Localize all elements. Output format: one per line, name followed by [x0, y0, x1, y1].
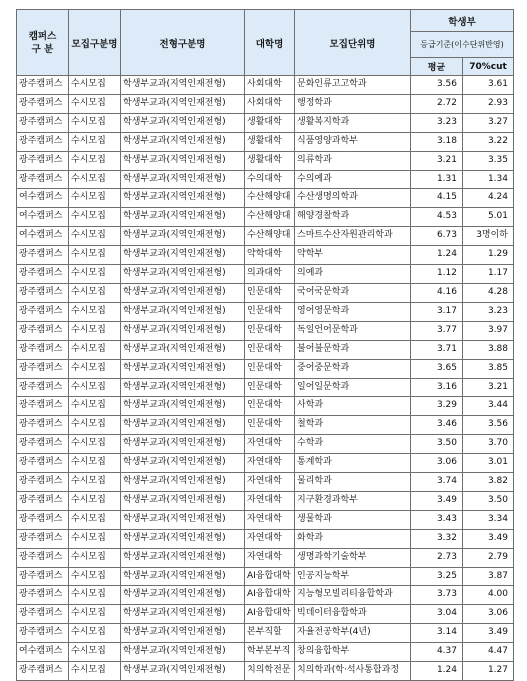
table-row — [17, 378, 514, 397]
cell-average: 3.71 — [411, 340, 463, 359]
cell-cut70: 4.28 — [463, 283, 514, 302]
cell-department: 철학과 — [295, 416, 411, 435]
cell-admission-type: 학생부교과(지역인재전형) — [121, 662, 245, 681]
cell-admission-type: 학생부교과(지역인재전형) — [121, 473, 245, 492]
cell-admission-type: 학생부교과(지역인재전형) — [121, 189, 245, 208]
cell-admission-type: 학생부교과(지역인재전형) — [121, 510, 245, 529]
table-row — [17, 397, 514, 416]
cell-recruit-type: 수시모집 — [69, 548, 121, 567]
cell-average: 4.37 — [411, 643, 463, 662]
cell-department: 지능형모빌리티융합학과 — [295, 586, 411, 605]
header-admission-type: 전형구분명 — [121, 10, 245, 76]
cell-college: 자연대학 — [245, 435, 295, 454]
cell-average: 3.77 — [411, 321, 463, 340]
header-average: 평균 — [411, 58, 463, 76]
cell-campus: 광주캠퍼스 — [17, 151, 69, 170]
cell-recruit-type: 수시모집 — [69, 208, 121, 227]
cell-college: 약학대학 — [245, 246, 295, 265]
table-row — [17, 359, 514, 378]
table-row — [17, 662, 514, 681]
header-grade-basis: 등급기준(이수단위반영) — [411, 32, 514, 58]
cell-campus: 광주캠퍼스 — [17, 378, 69, 397]
cell-cut70: 3.85 — [463, 359, 514, 378]
cell-campus: 광주캠퍼스 — [17, 302, 69, 321]
cell-campus: 여수캠퍼스 — [17, 227, 69, 246]
cell-college: 자연대학 — [245, 529, 295, 548]
table-body — [17, 76, 514, 681]
cell-campus: 광주캠퍼스 — [17, 605, 69, 624]
cell-college: 인문대학 — [245, 302, 295, 321]
cell-college: 인문대학 — [245, 359, 295, 378]
cell-college: 인문대학 — [245, 416, 295, 435]
cell-admission-type: 학생부교과(지역인재전형) — [121, 567, 245, 586]
cell-recruit-type: 수시모집 — [69, 302, 121, 321]
cell-college: 본부직할 — [245, 624, 295, 643]
cell-recruit-type: 수시모집 — [69, 189, 121, 208]
cell-average: 6.73 — [411, 227, 463, 246]
cell-average: 3.16 — [411, 378, 463, 397]
cell-cut70: 4.00 — [463, 586, 514, 605]
cell-admission-type: 학생부교과(지역인재전형) — [121, 170, 245, 189]
cell-recruit-type: 수시모집 — [69, 454, 121, 473]
header-record-group: 학생부 — [411, 10, 514, 32]
header-recruit-type: 모집구분명 — [69, 10, 121, 76]
cell-recruit-type: 수시모집 — [69, 491, 121, 510]
cell-admission-type: 학생부교과(지역인재전형) — [121, 227, 245, 246]
cell-cut70: 2.93 — [463, 94, 514, 113]
cell-average: 3.21 — [411, 151, 463, 170]
cell-college: 인문대학 — [245, 321, 295, 340]
admission-results-table — [16, 9, 514, 681]
table-row — [17, 246, 514, 265]
cell-cut70: 3.87 — [463, 567, 514, 586]
cell-department: 해양경찰학과 — [295, 208, 411, 227]
cell-campus: 광주캠퍼스 — [17, 567, 69, 586]
cell-department: 행정학과 — [295, 94, 411, 113]
cell-college: 자연대학 — [245, 491, 295, 510]
cell-recruit-type: 수시모집 — [69, 510, 121, 529]
cell-recruit-type: 수시모집 — [69, 132, 121, 151]
cell-average: 3.14 — [411, 624, 463, 643]
cell-college: 인문대학 — [245, 340, 295, 359]
cell-department: 생물학과 — [295, 510, 411, 529]
cell-admission-type: 학생부교과(지역인재전형) — [121, 283, 245, 302]
cell-average: 1.24 — [411, 662, 463, 681]
cell-admission-type: 학생부교과(지역인재전형) — [121, 113, 245, 132]
table-row — [17, 567, 514, 586]
cell-department: 영어영문학과 — [295, 302, 411, 321]
table-row — [17, 586, 514, 605]
cell-cut70: 1.29 — [463, 246, 514, 265]
cell-admission-type: 학생부교과(지역인재전형) — [121, 586, 245, 605]
cell-recruit-type: 수시모집 — [69, 416, 121, 435]
table-row — [17, 265, 514, 284]
cell-average: 3.50 — [411, 435, 463, 454]
cell-cut70: 3.44 — [463, 397, 514, 416]
cell-admission-type: 학생부교과(지역인재전형) — [121, 491, 245, 510]
table-row — [17, 170, 514, 189]
cell-average: 4.53 — [411, 208, 463, 227]
table-row — [17, 94, 514, 113]
cell-average: 3.17 — [411, 302, 463, 321]
cell-recruit-type: 수시모집 — [69, 76, 121, 95]
cell-cut70: 3.21 — [463, 378, 514, 397]
cell-admission-type: 학생부교과(지역인재전형) — [121, 378, 245, 397]
cell-college: 사회대학 — [245, 94, 295, 113]
cell-recruit-type: 수시모집 — [69, 435, 121, 454]
cell-college: 자연대학 — [245, 510, 295, 529]
cell-department: 의류학과 — [295, 151, 411, 170]
cell-campus: 광주캠퍼스 — [17, 473, 69, 492]
cell-average: 3.18 — [411, 132, 463, 151]
cell-admission-type: 학생부교과(지역인재전형) — [121, 76, 245, 95]
header-department: 모집단위명 — [295, 10, 411, 76]
cell-average: 3.43 — [411, 510, 463, 529]
cell-college: 의과대학 — [245, 265, 295, 284]
cell-average: 3.65 — [411, 359, 463, 378]
cell-department: 물리학과 — [295, 473, 411, 492]
cell-campus: 광주캠퍼스 — [17, 113, 69, 132]
cell-campus: 광주캠퍼스 — [17, 321, 69, 340]
cell-average: 3.74 — [411, 473, 463, 492]
cell-college: 수산해양대 — [245, 227, 295, 246]
cell-department: 문화인류고고학과 — [295, 76, 411, 95]
cell-admission-type: 학생부교과(지역인재전형) — [121, 605, 245, 624]
cell-campus: 광주캠퍼스 — [17, 435, 69, 454]
cell-department: 자율전공학부(4년) — [295, 624, 411, 643]
cell-cut70: 3.50 — [463, 491, 514, 510]
cell-department: 수의예과 — [295, 170, 411, 189]
cell-college: AI융합대학 — [245, 605, 295, 624]
cell-recruit-type: 수시모집 — [69, 227, 121, 246]
cell-recruit-type: 수시모집 — [69, 283, 121, 302]
cell-campus: 광주캠퍼스 — [17, 624, 69, 643]
cell-average: 4.16 — [411, 283, 463, 302]
cell-campus: 광주캠퍼스 — [17, 132, 69, 151]
cell-department: 수학과 — [295, 435, 411, 454]
cell-department: 창의융합학부 — [295, 643, 411, 662]
table-row — [17, 473, 514, 492]
header-cut70: 70%cut — [463, 58, 514, 76]
cell-campus: 광주캠퍼스 — [17, 94, 69, 113]
cell-college: AI융합대학 — [245, 586, 295, 605]
cell-campus: 광주캠퍼스 — [17, 76, 69, 95]
cell-cut70: 3.82 — [463, 473, 514, 492]
cell-department: 통계학과 — [295, 454, 411, 473]
cell-recruit-type: 수시모집 — [69, 397, 121, 416]
cell-cut70: 3.23 — [463, 302, 514, 321]
cell-average: 3.32 — [411, 529, 463, 548]
cell-campus: 광주캠퍼스 — [17, 416, 69, 435]
cell-average: 3.25 — [411, 567, 463, 586]
table-row — [17, 510, 514, 529]
cell-average: 3.56 — [411, 76, 463, 95]
cell-college: 수산해양대 — [245, 189, 295, 208]
cell-department: 일어일문학과 — [295, 378, 411, 397]
cell-college: 자연대학 — [245, 473, 295, 492]
cell-recruit-type: 수시모집 — [69, 378, 121, 397]
cell-college: 수산해양대 — [245, 208, 295, 227]
cell-average: 3.06 — [411, 454, 463, 473]
cell-average: 3.23 — [411, 113, 463, 132]
table-row — [17, 227, 514, 246]
cell-admission-type: 학생부교과(지역인재전형) — [121, 94, 245, 113]
cell-campus: 광주캠퍼스 — [17, 359, 69, 378]
cell-campus: 여수캠퍼스 — [17, 643, 69, 662]
cell-admission-type: 학생부교과(지역인재전형) — [121, 397, 245, 416]
cell-campus: 광주캠퍼스 — [17, 529, 69, 548]
cell-recruit-type: 수시모집 — [69, 586, 121, 605]
cell-college: 치의학전문 — [245, 662, 295, 681]
table-row — [17, 454, 514, 473]
cell-recruit-type: 수시모집 — [69, 567, 121, 586]
cell-average: 3.04 — [411, 605, 463, 624]
table-row — [17, 321, 514, 340]
cell-recruit-type: 수시모집 — [69, 643, 121, 662]
cell-recruit-type: 수시모집 — [69, 321, 121, 340]
cell-college: 자연대학 — [245, 548, 295, 567]
cell-recruit-type: 수시모집 — [69, 662, 121, 681]
table-row — [17, 132, 514, 151]
table-row — [17, 605, 514, 624]
cell-admission-type: 학생부교과(지역인재전형) — [121, 643, 245, 662]
cell-department: 독일언어문학과 — [295, 321, 411, 340]
cell-cut70: 1.17 — [463, 265, 514, 284]
cell-department: 의예과 — [295, 265, 411, 284]
cell-admission-type: 학생부교과(지역인재전형) — [121, 359, 245, 378]
cell-recruit-type: 수시모집 — [69, 151, 121, 170]
cell-average: 1.24 — [411, 246, 463, 265]
cell-cut70: 3.97 — [463, 321, 514, 340]
header-college: 대학명 — [245, 10, 295, 76]
cell-admission-type: 학생부교과(지역인재전형) — [121, 624, 245, 643]
cell-cut70: 5.01 — [463, 208, 514, 227]
cell-department: 식품영양과학부 — [295, 132, 411, 151]
cell-campus: 광주캠퍼스 — [17, 586, 69, 605]
cell-campus: 광주캠퍼스 — [17, 510, 69, 529]
cell-cut70: 3.34 — [463, 510, 514, 529]
cell-admission-type: 학생부교과(지역인재전형) — [121, 529, 245, 548]
cell-department: 약학부 — [295, 246, 411, 265]
cell-cut70: 3.01 — [463, 454, 514, 473]
cell-cut70: 3명이하 — [463, 227, 514, 246]
cell-department: 중어중문학과 — [295, 359, 411, 378]
admission-results-table-wrapper — [16, 9, 514, 681]
cell-department: 화학과 — [295, 529, 411, 548]
cell-cut70: 3.49 — [463, 529, 514, 548]
cell-recruit-type: 수시모집 — [69, 359, 121, 378]
cell-college: 인문대학 — [245, 397, 295, 416]
cell-campus: 광주캠퍼스 — [17, 397, 69, 416]
cell-cut70: 3.56 — [463, 416, 514, 435]
cell-department: 사학과 — [295, 397, 411, 416]
cell-campus: 광주캠퍼스 — [17, 283, 69, 302]
cell-college: 학부본부직 — [245, 643, 295, 662]
cell-recruit-type: 수시모집 — [69, 265, 121, 284]
table-row — [17, 208, 514, 227]
table-row — [17, 529, 514, 548]
cell-recruit-type: 수시모집 — [69, 246, 121, 265]
cell-cut70: 3.22 — [463, 132, 514, 151]
cell-campus: 광주캠퍼스 — [17, 340, 69, 359]
table-row — [17, 283, 514, 302]
cell-department: 불어불문학과 — [295, 340, 411, 359]
cell-cut70: 3.35 — [463, 151, 514, 170]
cell-average: 3.73 — [411, 586, 463, 605]
cell-campus: 여수캠퍼스 — [17, 189, 69, 208]
cell-cut70: 2.79 — [463, 548, 514, 567]
cell-college: 생활대학 — [245, 132, 295, 151]
cell-campus: 광주캠퍼스 — [17, 246, 69, 265]
cell-average: 3.29 — [411, 397, 463, 416]
cell-campus: 광주캠퍼스 — [17, 548, 69, 567]
cell-cut70: 4.47 — [463, 643, 514, 662]
cell-admission-type: 학생부교과(지역인재전형) — [121, 435, 245, 454]
cell-recruit-type: 수시모집 — [69, 113, 121, 132]
cell-department: 인공지능학부 — [295, 567, 411, 586]
table-row — [17, 189, 514, 208]
cell-recruit-type: 수시모집 — [69, 473, 121, 492]
cell-admission-type: 학생부교과(지역인재전형) — [121, 454, 245, 473]
cell-average: 3.49 — [411, 491, 463, 510]
cell-college: 자연대학 — [245, 454, 295, 473]
cell-recruit-type: 수시모집 — [69, 605, 121, 624]
cell-admission-type: 학생부교과(지역인재전형) — [121, 340, 245, 359]
cell-cut70: 3.61 — [463, 76, 514, 95]
cell-recruit-type: 수시모집 — [69, 340, 121, 359]
cell-college: 사회대학 — [245, 76, 295, 95]
cell-campus: 광주캠퍼스 — [17, 170, 69, 189]
cell-admission-type: 학생부교과(지역인재전형) — [121, 416, 245, 435]
cell-department: 생명과학기술학부 — [295, 548, 411, 567]
table-row — [17, 643, 514, 662]
cell-average: 4.15 — [411, 189, 463, 208]
cell-admission-type: 학생부교과(지역인재전형) — [121, 151, 245, 170]
cell-admission-type: 학생부교과(지역인재전형) — [121, 548, 245, 567]
cell-admission-type: 학생부교과(지역인재전형) — [121, 302, 245, 321]
cell-department: 수산생명의학과 — [295, 189, 411, 208]
cell-department: 치의학과(학·석사통합과정 — [295, 662, 411, 681]
cell-college: 수의대학 — [245, 170, 295, 189]
cell-cut70: 3.27 — [463, 113, 514, 132]
cell-average: 1.12 — [411, 265, 463, 284]
cell-department: 생활복지학과 — [295, 113, 411, 132]
cell-college: 생활대학 — [245, 151, 295, 170]
cell-campus: 광주캠퍼스 — [17, 491, 69, 510]
cell-cut70: 3.88 — [463, 340, 514, 359]
cell-college: 인문대학 — [245, 283, 295, 302]
cell-college: 인문대학 — [245, 378, 295, 397]
table-row — [17, 548, 514, 567]
table-row — [17, 416, 514, 435]
cell-cut70: 3.70 — [463, 435, 514, 454]
cell-recruit-type: 수시모집 — [69, 94, 121, 113]
table-row — [17, 151, 514, 170]
cell-admission-type: 학생부교과(지역인재전형) — [121, 208, 245, 227]
table-row — [17, 624, 514, 643]
table-row — [17, 491, 514, 510]
cell-cut70: 4.24 — [463, 189, 514, 208]
cell-department: 지구환경과학부 — [295, 491, 411, 510]
cell-campus: 광주캠퍼스 — [17, 454, 69, 473]
cell-college: AI융합대학 — [245, 567, 295, 586]
cell-admission-type: 학생부교과(지역인재전형) — [121, 246, 245, 265]
cell-campus: 여수캠퍼스 — [17, 208, 69, 227]
cell-admission-type: 학생부교과(지역인재전형) — [121, 321, 245, 340]
cell-college: 생활대학 — [245, 113, 295, 132]
table-row — [17, 302, 514, 321]
cell-campus: 광주캠퍼스 — [17, 662, 69, 681]
cell-average: 2.72 — [411, 94, 463, 113]
cell-cut70: 1.34 — [463, 170, 514, 189]
cell-cut70: 1.27 — [463, 662, 514, 681]
table-row — [17, 76, 514, 95]
cell-admission-type: 학생부교과(지역인재전형) — [121, 265, 245, 284]
cell-average: 3.46 — [411, 416, 463, 435]
cell-cut70: 3.49 — [463, 624, 514, 643]
cell-campus: 광주캠퍼스 — [17, 265, 69, 284]
cell-recruit-type: 수시모집 — [69, 170, 121, 189]
table-row — [17, 113, 514, 132]
cell-average: 2.73 — [411, 548, 463, 567]
cell-average: 1.31 — [411, 170, 463, 189]
cell-department: 국어국문학과 — [295, 283, 411, 302]
cell-recruit-type: 수시모집 — [69, 624, 121, 643]
cell-cut70: 3.06 — [463, 605, 514, 624]
cell-department: 빅데이터융합학과 — [295, 605, 411, 624]
table-header — [17, 10, 514, 76]
header-campus: 캠퍼스 구 분 — [17, 10, 69, 76]
cell-admission-type: 학생부교과(지역인재전형) — [121, 132, 245, 151]
table-row — [17, 435, 514, 454]
cell-department: 스마트수산자원관리학과 — [295, 227, 411, 246]
cell-recruit-type: 수시모집 — [69, 529, 121, 548]
table-row — [17, 340, 514, 359]
